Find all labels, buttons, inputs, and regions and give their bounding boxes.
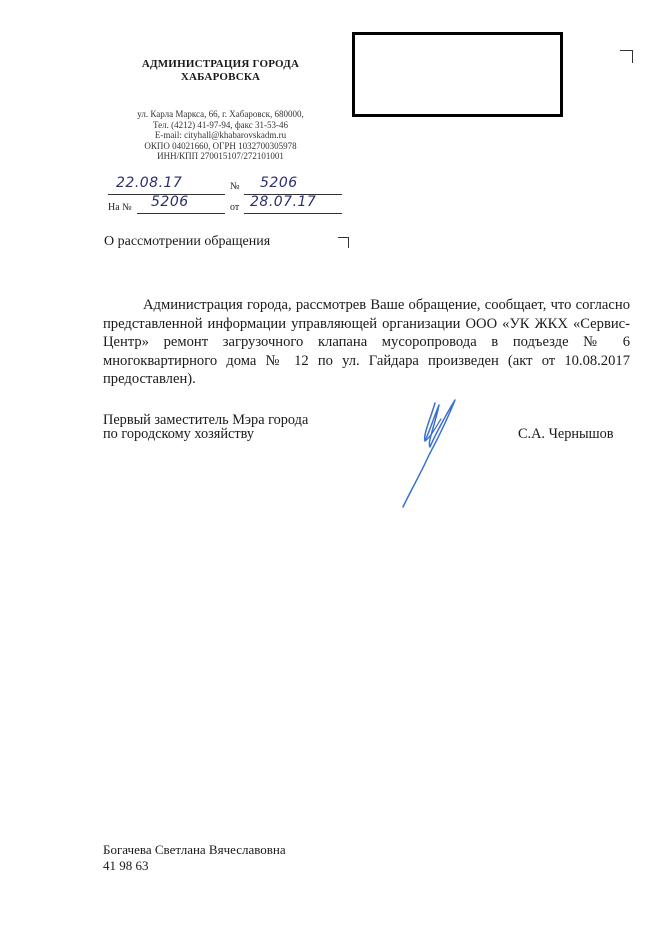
subject-line: О рассмотрении обращения [104,234,271,249]
number-label: № [230,181,240,192]
ref-date: 28.07.17 [250,194,317,210]
org-inn: ИНН/КПП 270015107/272101001 [157,151,284,161]
corner-mark-subject [338,237,349,248]
org-name-line1: АДМИНИСТРАЦИЯ ГОРОДА [141,58,300,70]
ref-date-field [244,194,342,214]
letter-body [103,296,630,389]
signatory-position [103,413,308,441]
executor-phone: 41 98 63 [103,857,149,873]
outgoing-date: 22.08.17 [116,175,183,191]
letterhead-org-name [108,58,333,84]
executor-info [103,842,286,873]
date-field [108,175,225,195]
corner-mark-right [620,50,633,63]
outgoing-number: 5206 [260,175,298,191]
handwritten-signature [395,395,470,515]
executor-name: Богачева Светлана Вячеславовна [103,842,286,857]
position-line2: по городскому хозяйству [103,426,255,442]
org-okpo: ОКПО 04021660, ОГРН 1032700305978 [144,140,297,151]
ref-number: 5206 [151,194,189,210]
body-paragraph: Администрация города, рассмотрев Ваше обращение, сообщает, что согласно представленной информации управляющей организации ООО «УК ЖКХ «Сервис-Центр» ремонт загрузочного клапана мусоропровода в подъезде № 6 многоквартирного дома № 12 по ул. Гайдара произведен (акт от 10.08.2017 предоставлен). [103,297,630,387]
org-phone: Тел. (4212) 41-97-94, факс 31-53-46 [152,119,289,130]
org-address: ул. Карла Маркса, 66, г. Хабаровск, 680000, [137,109,304,119]
position-line1: Первый заместитель Мэра города [103,412,309,428]
org-name-line2: ХАБАРОВСКА [180,71,261,83]
ref-number-field [137,194,225,214]
org-email: E-mail: cityhall@khabarovskadm.ru [154,130,287,140]
ref-number-label: На № [108,202,132,213]
letterhead-contacts [108,109,333,162]
number-field [244,175,342,195]
signatory-name: С.А. Чернышов [518,426,614,442]
redacted-recipient-box [352,32,563,117]
ref-date-label: от [230,202,240,213]
